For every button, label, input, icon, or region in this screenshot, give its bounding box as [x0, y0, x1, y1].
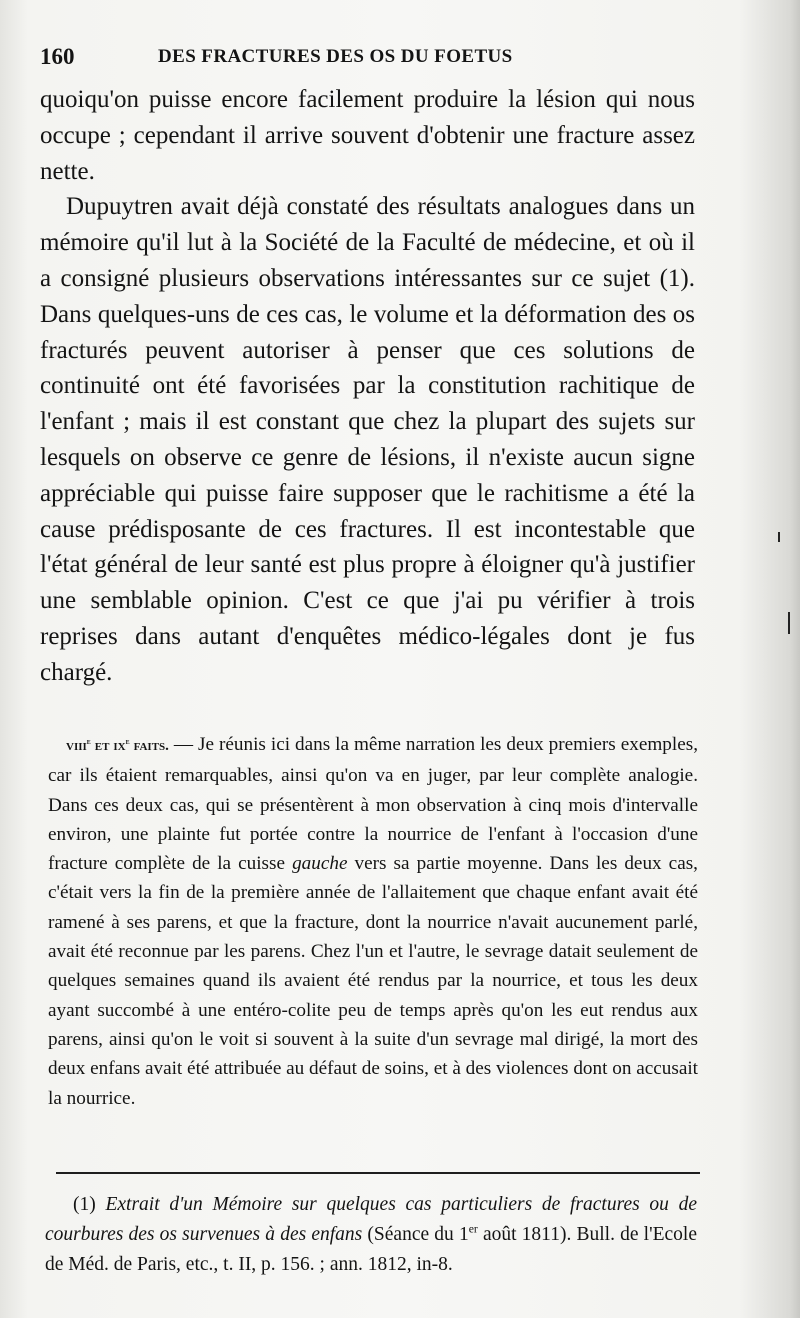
- case-label-faits: faits.: [133, 738, 169, 754]
- case-text-italic: gauche: [292, 853, 348, 875]
- case-label-et: et: [94, 738, 110, 754]
- main-text: [40, 82, 695, 691]
- case-text-part-2: vers sa partie moyenne. Dans les deux cas, c'était vers la fin de la première année de l'allaitement que chaque enfant avait été ramené à ses parens, et que la fracture, dont la nourrice n'avait aucunement parlé, avait été reconnue par les parens. Chez l'un et l'autre, le sevrage datait seulement de quelques semaines quand ils avaient été rendus par la nourrice, et tous les deux ayant succombé à une entéro-colite peu de temps après qu'on les eut rendus aux parens, ainsi qu'on le voit si souvent à la suite d'un sevrage mal dirigé, la mort des deux enfans avait été attribuée au défaut de soins, et à des violences dont on accusait la nourrice.: [48, 853, 698, 1109]
- case-text-part-1: — Je réunis ici dans la même narration les deux premiers exemples, car ils étaient remarquables, ainsi qu'on va en juger, par leur complète analogie. Dans ces deux cas, qui se présentèrent à mon observation à cinq mois d'intervalle environ, une plainte fut portée contre la nourrice de l'enfant à l'occasion d'une fracture complète de la cuisse: [48, 734, 699, 875]
- running-title: DES FRACTURES DES OS DU FOETUS: [158, 46, 513, 67]
- footnote-reference: Bull. de l'Ecole de Méd. de Paris, etc., t. II, p. 156. ; ann. 1812, in-8.: [45, 1224, 697, 1275]
- margin-mark-2: [788, 612, 790, 634]
- footnote-session-suffix: août 1811).: [477, 1224, 572, 1245]
- footnote-marker: (1): [73, 1194, 96, 1215]
- page-header: [40, 44, 700, 74]
- case-label-sup-1: e: [86, 736, 91, 746]
- page-number: 160: [40, 44, 75, 69]
- footnote-session-prefix: (Séance du 1: [367, 1224, 469, 1245]
- case-observation: [48, 730, 698, 1113]
- footnote-session-sup: er: [468, 1222, 478, 1236]
- footnote-title: Extrait d'un Mémoire sur quelques cas particuliers de fractures ou de courbures des os survenues à des enfans: [45, 1194, 698, 1245]
- paragraph-1: quoiqu'on puisse encore facilement produire la lésion qui nous occupe ; cependant il arrive souvent d'obtenir une fracture assez nette.: [40, 86, 695, 185]
- footnote: [45, 1190, 697, 1280]
- case-label-ix: ix: [113, 738, 126, 754]
- paragraph-2-first-sentence: Dupuytren avait déjà constaté des résultats analogues dans un mémoire qu'il lut à la Société de la Faculté de médecine, et où il a consigné plusieurs observations intéressantes sur ce sujet (1).: [40, 193, 695, 292]
- case-paragraph: [48, 730, 698, 1113]
- case-label: [66, 738, 169, 754]
- paragraph-2-rest: Dans quelques-uns de ces cas, le volume et la déformation des os fracturés peuvent autoriser à penser que ces solutions de continuité ont été favorisées par la constitution rachitique de l'enfant ; mais il est constant que chez la plupart des sujets sur lesquels on observe ce genre de lésions, il n'existe aucun signe appréciable qui puisse faire supposer que le rachitisme a été la cause prédisposante de ces fractures. Il est incontestable que l'état général de leur santé est plus propre à éloigner qu'à justifier une semblable opinion. C'est ce que j'ai pu vérifier à trois reprises dans autant d'enquêtes médico-légales dont je fus chargé.: [40, 300, 695, 686]
- margin-mark-1: [778, 532, 780, 542]
- case-label-viii: viii: [66, 738, 87, 754]
- footnote-paragraph: [45, 1190, 697, 1280]
- paragraph-2: [40, 189, 695, 690]
- case-label-sup-2: e: [125, 736, 130, 746]
- footnote-separator: [56, 1172, 700, 1174]
